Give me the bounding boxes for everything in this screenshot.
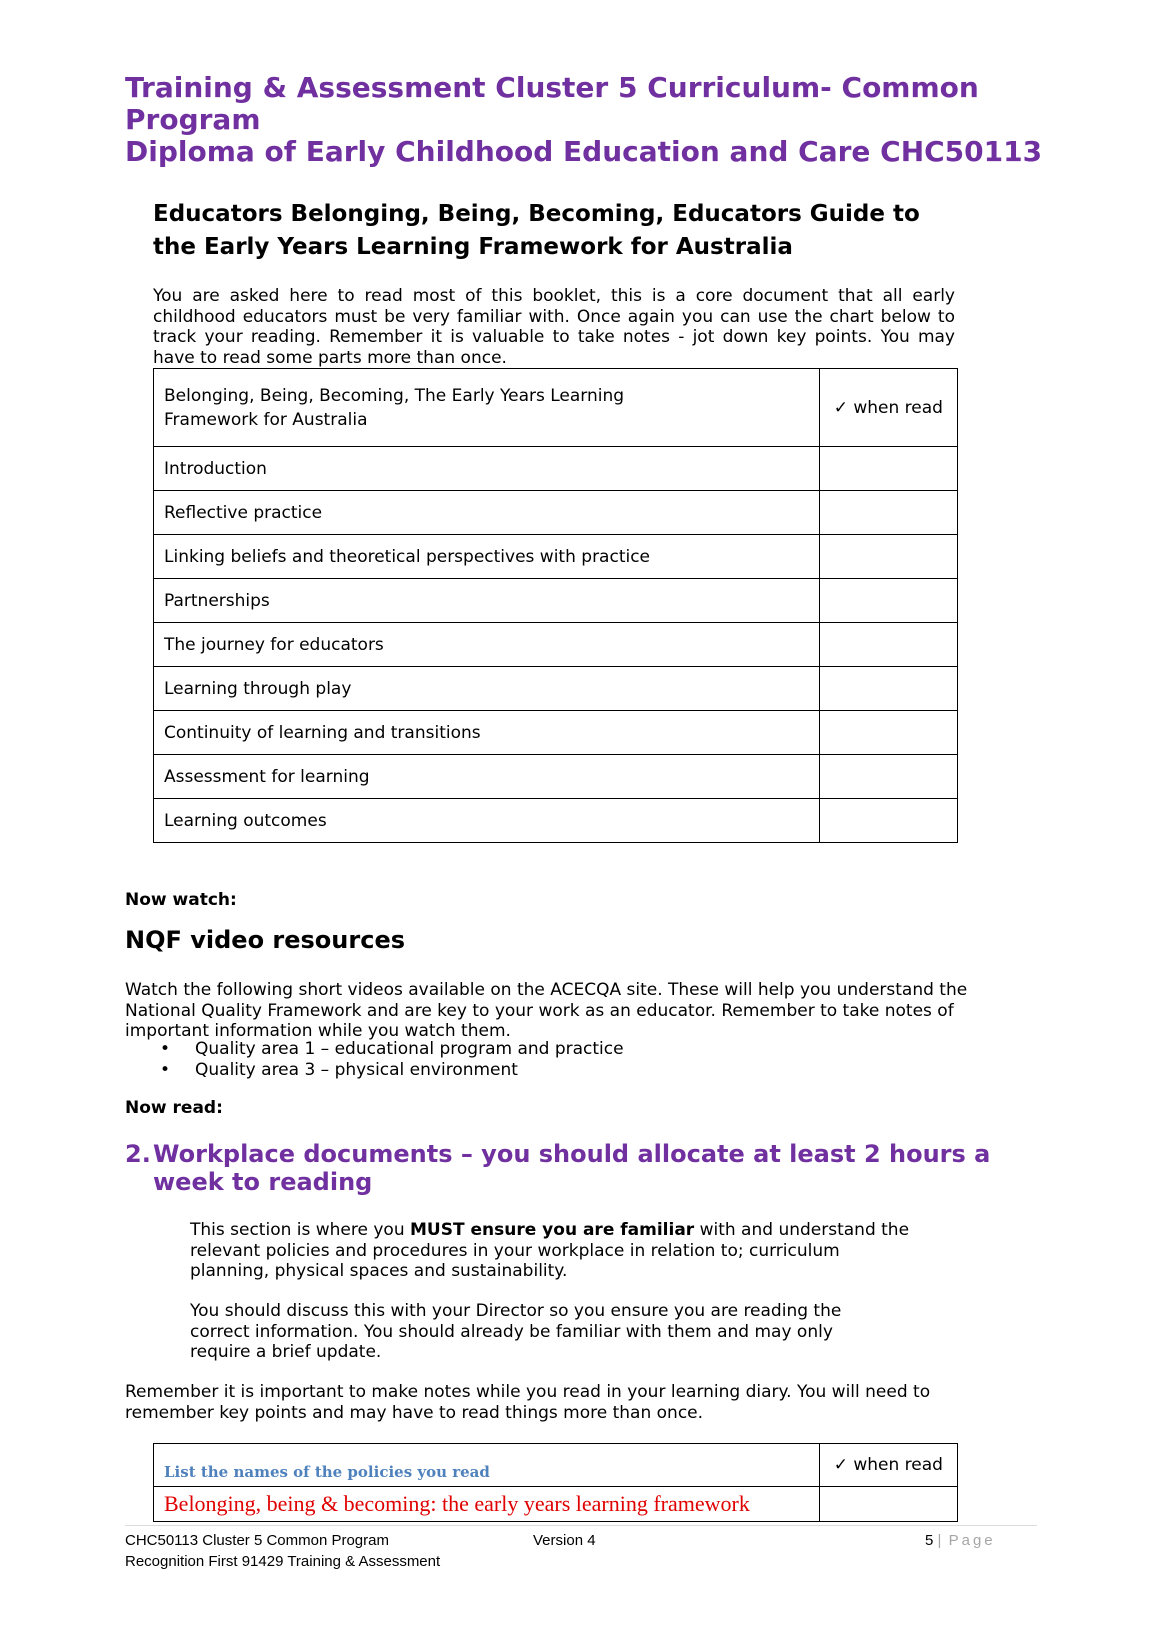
row-label: Linking beliefs and theoretical perspectives with practice bbox=[154, 535, 820, 579]
table-row bbox=[154, 535, 958, 579]
list-item: • Quality area 3 – physical environment bbox=[125, 1060, 624, 1081]
table-row bbox=[154, 667, 958, 711]
policy-table-header-check: ✓ when read bbox=[819, 1444, 957, 1487]
policy-table-header-row bbox=[154, 1444, 958, 1487]
row-check-cell[interactable] bbox=[819, 799, 957, 843]
footer-org: Recognition First 91429 Training & Assessment bbox=[125, 1553, 441, 1570]
footer-course: CHC50113 Cluster 5 Common Program bbox=[125, 1532, 389, 1549]
policy-table-header-item bbox=[154, 1444, 820, 1487]
document-title bbox=[125, 72, 1055, 168]
now-watch-label: Now watch: bbox=[125, 890, 237, 910]
reading-table-header-check: ✓ when read bbox=[819, 369, 957, 447]
table-row bbox=[154, 447, 958, 491]
table-row bbox=[154, 1487, 958, 1522]
policy-header-label: List the names of the policies you read bbox=[164, 1462, 490, 1481]
reading-tracker-table bbox=[153, 368, 958, 843]
eylf-section-heading bbox=[153, 198, 973, 264]
para1-post: with and understand the relevant policies and procedures in your workplace in relation to; curriculum planning, physical spaces and sustainability. bbox=[190, 1220, 910, 1281]
eylf-heading-line-2: the Early Years Learning Framework for Australia bbox=[153, 234, 793, 260]
heading-text: Workplace documents – you should allocate at least 2 hours a week to reading bbox=[153, 1140, 991, 1196]
read-paragraph-2: You should discuss this with your Director so you ensure you are reading the correct information. You should already be familiar with them and may only require a brief update. bbox=[190, 1301, 842, 1362]
reading-table-header-item bbox=[154, 369, 820, 447]
table-row bbox=[154, 711, 958, 755]
list-item: • Quality area 1 – educational program and practice bbox=[125, 1039, 624, 1060]
row-label: Learning through play bbox=[154, 667, 820, 711]
read-paragraph-1 bbox=[190, 1220, 910, 1282]
footer-version: Version 4 bbox=[533, 1532, 596, 1549]
title-line-1: Training & Assessment Cluster 5 Curriculum- Common bbox=[125, 71, 979, 104]
row-label: Partnerships bbox=[154, 579, 820, 623]
heading-number: 2. bbox=[125, 1140, 151, 1168]
row-label: Reflective practice bbox=[154, 491, 820, 535]
nqf-video-heading: NQF video resources bbox=[125, 926, 406, 954]
table-row bbox=[154, 579, 958, 623]
title-line-3: Diploma of Early Childhood Education and Care CHC50113 bbox=[125, 135, 1043, 168]
row-label: Introduction bbox=[154, 447, 820, 491]
table-row bbox=[154, 623, 958, 667]
row-check-cell[interactable] bbox=[819, 579, 957, 623]
row-check-cell[interactable] bbox=[819, 755, 957, 799]
page-number: 5 bbox=[925, 1532, 934, 1549]
footer-divider bbox=[125, 1525, 1037, 1526]
page-separator: | bbox=[937, 1532, 945, 1549]
video-list bbox=[125, 1039, 624, 1080]
table-row bbox=[154, 755, 958, 799]
watch-paragraph: Watch the following short videos available on the ACECQA site. These will help you understand the National Quality Framework and are key to your work as an educator. Remember to take notes of important information while you watch them. bbox=[125, 980, 968, 1041]
footer-left bbox=[125, 1530, 440, 1572]
reading-table-header-row bbox=[154, 369, 958, 447]
eylf-intro-paragraph: You are asked here to read most of this booklet, this is a core document that all early childhood educators must be very familiar with. Once again you can use the chart below to track your reading. Remember it is valuable to take notes - jot down key points. You may have to read some parts more than once. bbox=[153, 286, 955, 368]
title-line-2: Program bbox=[125, 103, 261, 136]
para1-bold: MUST ensure you are familiar bbox=[410, 1220, 695, 1240]
now-read-label: Now read: bbox=[125, 1098, 223, 1118]
row-label: Continuity of learning and transitions bbox=[154, 711, 820, 755]
footer-page-number bbox=[925, 1530, 996, 1551]
header-item-line-2: Framework for Australia bbox=[164, 409, 368, 430]
row-check-cell[interactable] bbox=[819, 491, 957, 535]
header-item-line-1: Belonging, Being, Becoming, The Early Years Learning bbox=[164, 385, 625, 406]
table-row bbox=[154, 799, 958, 843]
row-check-cell[interactable] bbox=[819, 447, 957, 491]
eylf-heading-line-1: Educators Belonging, Being, Becoming, Educators Guide to bbox=[153, 201, 920, 227]
row-check-cell[interactable] bbox=[819, 623, 957, 667]
row-check-cell[interactable] bbox=[819, 711, 957, 755]
workplace-documents-heading bbox=[125, 1140, 1055, 1196]
policy-entry[interactable]: Belonging, being & becoming: the early years learning framework bbox=[154, 1487, 820, 1522]
row-label: The journey for educators bbox=[154, 623, 820, 667]
page-word: Page bbox=[948, 1532, 996, 1549]
para1-pre: This section is where you bbox=[190, 1220, 411, 1240]
policy-tracker-table bbox=[153, 1443, 958, 1522]
table-row bbox=[154, 491, 958, 535]
read-paragraph-3: Remember it is important to make notes while you read in your learning diary. You will need to remember key points and may have to read things more than once. bbox=[125, 1382, 931, 1423]
row-label: Learning outcomes bbox=[154, 799, 820, 843]
row-check-cell[interactable] bbox=[819, 1487, 957, 1522]
row-check-cell[interactable] bbox=[819, 667, 957, 711]
row-label: Assessment for learning bbox=[154, 755, 820, 799]
row-check-cell[interactable] bbox=[819, 535, 957, 579]
